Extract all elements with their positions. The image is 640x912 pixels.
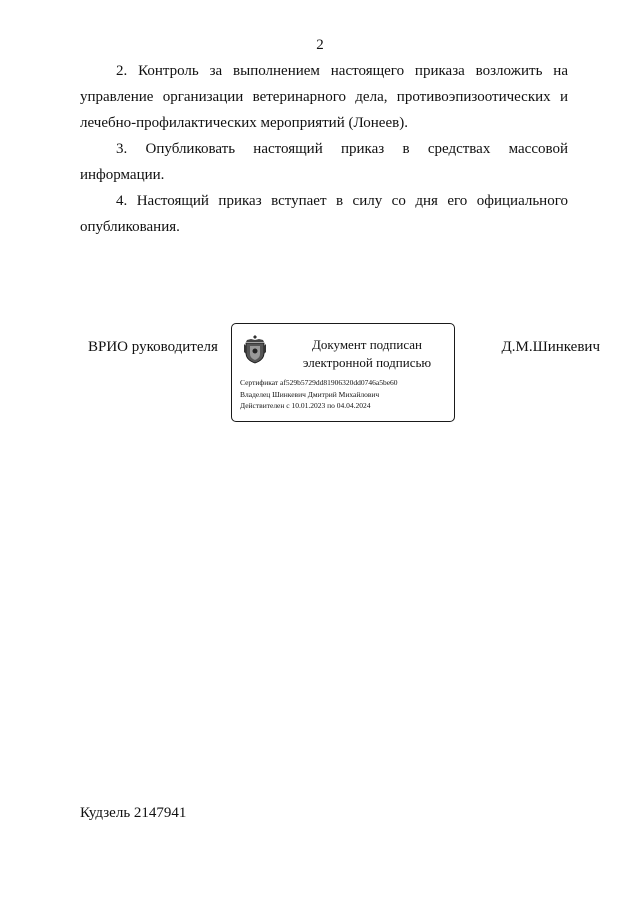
electronic-signature-stamp bbox=[231, 323, 455, 422]
paragraph-line: опубликования. bbox=[80, 219, 180, 235]
paragraph-line: 3. Опубликовать настоящий приказ в средствах массовой bbox=[116, 141, 568, 157]
paragraph-2 bbox=[80, 58, 568, 136]
executor-info: Кудзель 2147941 bbox=[80, 805, 187, 821]
page-number: 2 bbox=[316, 37, 324, 53]
paragraph-line: управление организации ветеринарного дела, противоэпизоотических и bbox=[80, 89, 568, 105]
signer-position: ВРИО руководителя bbox=[88, 339, 218, 355]
paragraph-4 bbox=[80, 188, 568, 240]
paragraph-line: 2. Контроль за выполнением настоящего приказа возложить на bbox=[116, 63, 568, 79]
stamp-details bbox=[240, 377, 398, 412]
stamp-certificate: Сертификат af529b5729dd81906320dd0746a5be60 bbox=[240, 378, 398, 387]
signer-name: Д.М.Шинкевич bbox=[501, 339, 600, 355]
stamp-owner: Владелец Шинкевич Дмитрий Михайлович bbox=[240, 389, 380, 399]
coat-of-arms-icon bbox=[243, 334, 267, 364]
paragraph-line: лечебно-профилактических мероприятий (Лонеев). bbox=[80, 115, 408, 131]
stamp-title: Документ подписан электронной подписью bbox=[302, 337, 432, 370]
paragraph-3 bbox=[80, 136, 568, 188]
stamp-validity: Действителен с 10.01.2023 по 04.04.2024 bbox=[240, 401, 371, 410]
paragraph-line: информации. bbox=[80, 167, 165, 183]
paragraph-line: 4. Настоящий приказ вступает в силу со дня его официального bbox=[116, 193, 568, 209]
